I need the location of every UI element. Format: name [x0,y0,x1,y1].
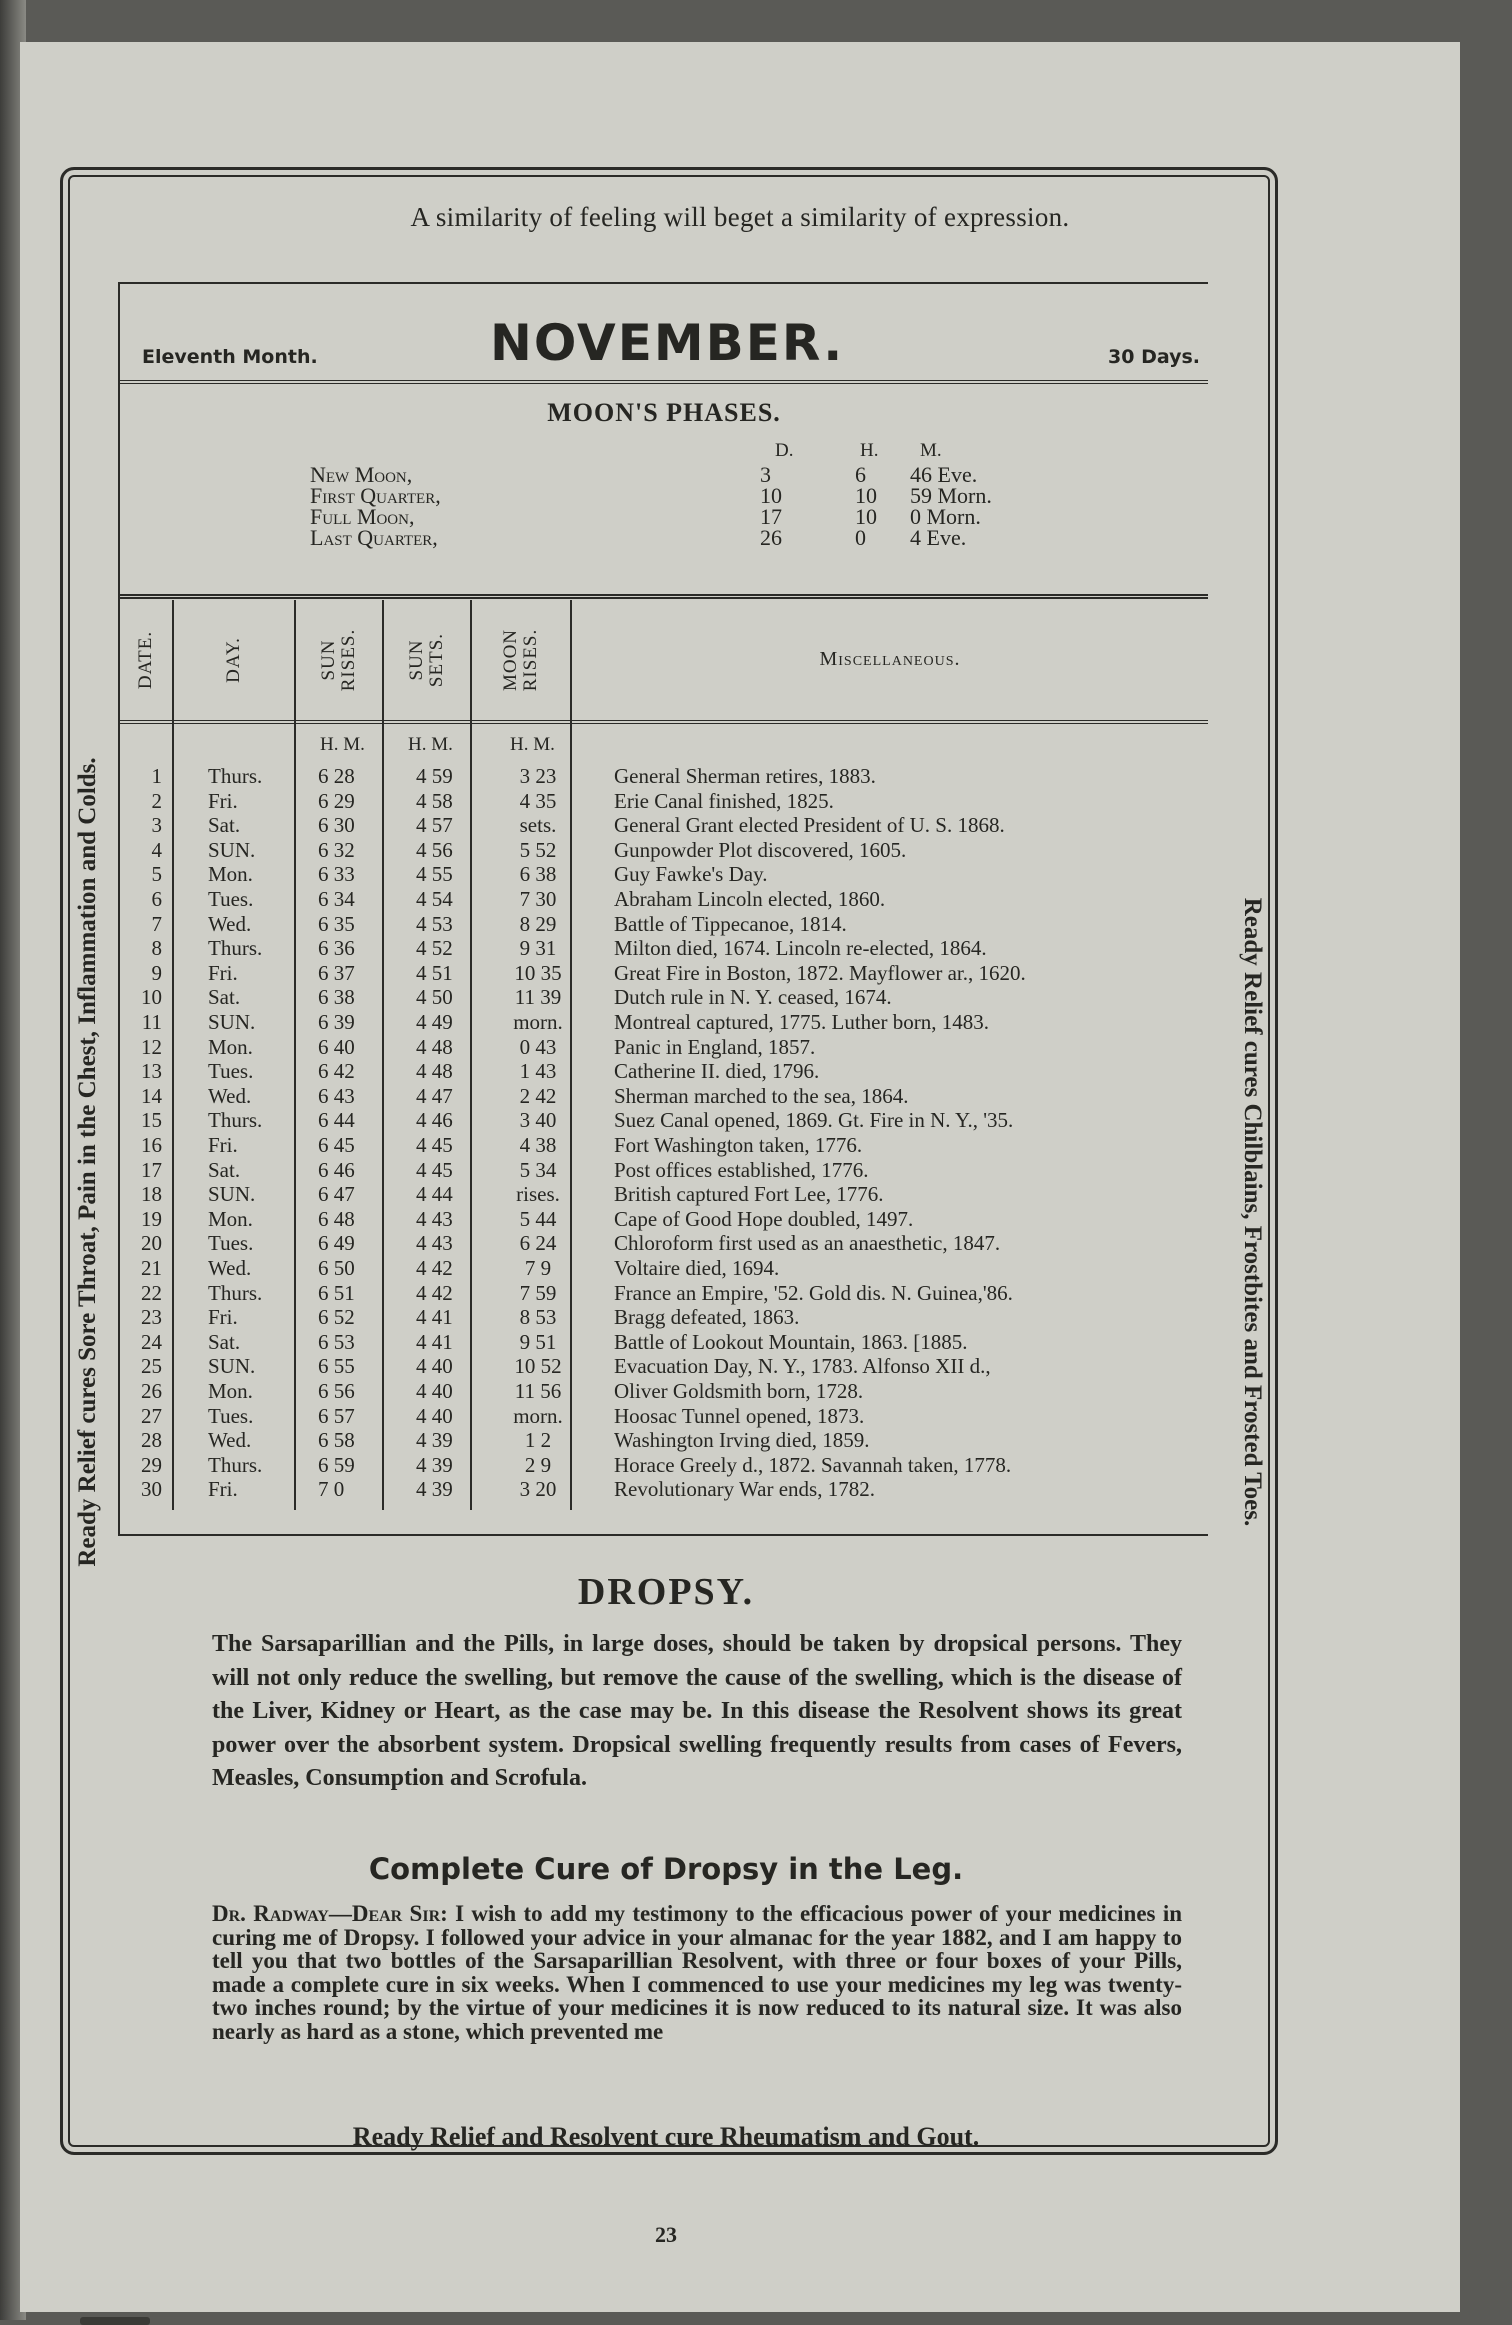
day-date: 26 [141,1379,162,1403]
dropsy-title: DROPSY. [577,1571,755,1613]
day-date: 27 [141,1403,162,1428]
dropsy-paragraph: The Sarsaparillian and the Pills, in large doses, should be taken by dropsical persons. They will not only reduce the swelling, but remove the cause of the swelling, which is the disease of the Liver, Kidney or Heart, as the case may be. In this disease the Resolvent shows its great power over the absorbent system. Dropsical swelling frequently results from cases of Fevers, Measles, Consumption and Scrofula. [212,1631,1182,1791]
day-name: Mon. [208,1379,253,1403]
day-name: Wed. [208,1083,252,1108]
moon-rise-time: 5 44 [519,1206,557,1231]
sun-rise-time: 6 32 [318,837,355,862]
misc-event: Guy Fawke's Day. [614,862,768,887]
misc-event: Revolutionary War ends, 1782. [614,1477,875,1502]
day-name: Tues. [208,887,254,911]
sun-rise-time: 6 52 [318,1305,355,1330]
day-name: Fri. [208,788,238,813]
sun-set-time: 4 55 [416,862,453,887]
moon-rise-time: 9 51 [519,1329,557,1354]
table-row [120,987,1208,1009]
sun-set-time: 4 46 [416,1108,453,1133]
col-head-misc: Miscellaneous. [572,600,1208,724]
moon-rise-time: 1 2 [524,1428,552,1453]
sun-set-time: 4 51 [416,960,453,985]
table-row [120,1307,1208,1329]
table-bottom-rule [120,1534,1208,1536]
day-name: Thurs. [208,1452,263,1477]
page-number: 23 [655,2222,677,2247]
misc-event: Bragg defeated, 1863. [614,1305,800,1330]
day-name: SUN. [208,1010,256,1034]
moon-phase-d: 3 [760,462,771,487]
day-name: Tues. [208,1059,254,1084]
day-name: SUN. [208,1182,256,1207]
moon-col-d: D. [775,440,794,461]
day-date: 29 [141,1452,162,1477]
moon-phase-h: 10 [855,504,877,529]
day-name: Wed. [208,1428,252,1453]
day-date: 12 [141,1034,162,1059]
moon-rise-time: 2 9 [524,1452,552,1477]
day-name: Thurs. [208,1108,263,1133]
table-row [120,1157,1208,1182]
moon-phase-d: 17 [760,504,782,529]
table-row [120,1110,1208,1132]
moon-rise-time: 7 59 [519,1280,557,1305]
bottom-motto: Ready Relief and Resolvent cure Rheumatism and Gout. [352,2122,980,2151]
moon-rise-time: 2 42 [519,1083,557,1108]
day-date: 11 [141,1010,162,1034]
misc-event: Abraham Lincoln elected, 1860. [614,887,886,911]
moon-rise-time: morn. [513,1403,563,1428]
sun-set-time: 4 53 [416,911,453,936]
moon-phase-d: 26 [760,525,782,550]
month-days-count: 30 Days. [1108,346,1200,368]
sun-rise-time: 6 56 [318,1379,355,1403]
sun-set-time: 4 41 [416,1329,453,1354]
moon-phase-name: Full Moon, [310,504,415,529]
day-name: Fri. [208,960,238,985]
sun-rise-time: 6 37 [318,960,355,985]
moon-rise-time: 0 43 [519,1034,557,1059]
month-ordinal: Eleventh Month. [142,346,318,368]
misc-event: Cape of Good Hope doubled, 1497. [614,1206,914,1231]
day-date: 10 [141,985,162,1010]
misc-event: Dutch rule in N. Y. ceased, 1674. [614,985,892,1010]
day-date: 24 [141,1329,162,1354]
sun-set-time: 4 41 [416,1305,453,1330]
sun-rise-time: 6 48 [318,1206,355,1231]
moon-rise-time: 8 53 [519,1305,557,1330]
misc-event: Gunpowder Plot discovered, 1605. [614,837,907,862]
table-row [120,1034,1208,1059]
day-name: Wed. [208,1256,252,1280]
moon-phase-m: 59 Morn. [910,483,992,508]
sun-rise-time: 6 53 [318,1329,355,1354]
day-name: Fri. [208,1305,238,1330]
day-name: Thurs. [208,764,263,788]
sun-rise-time: 7 0 [318,1477,345,1502]
day-date: 1 [151,764,162,788]
table-row [120,1403,1208,1428]
sun-rise-time: 6 49 [318,1231,355,1256]
sun-set-time: 4 40 [416,1403,453,1428]
sun-set-time: 4 48 [416,1059,453,1084]
moon-rise-time: 9 31 [519,936,557,961]
day-name: Sat. [208,985,241,1010]
sun-set-time: 4 48 [416,1034,453,1059]
table-row [120,1206,1208,1231]
sun-rise-time: 6 46 [318,1157,355,1182]
ink-smudge [80,2317,150,2325]
sun-set-time: 4 42 [416,1256,453,1280]
day-name: Tues. [208,1403,254,1428]
sun-set-time: 4 40 [416,1379,453,1403]
table-row [120,911,1208,936]
month-title: NOVEMBER. [490,314,845,372]
col-head-date: DATE. [120,600,174,724]
testimonial-heading: Complete Cure of Dropsy in the Leg. [368,1852,964,1886]
table-row [120,938,1208,960]
side-advert-left: Ready Relief cures Sore Throat, Pain in the Chest, Inflammation and Colds. [74,757,101,1567]
sun-rise-time: 6 40 [318,1034,355,1059]
letter-salutation: Dr. Radway—Dear Sir: [212,1901,448,1926]
table-row [120,1061,1208,1083]
misc-event: Panic in England, 1857. [614,1034,816,1059]
side-advert-right: Ready Relief cures Chilblains, Frostbites and Frosted Toes. [1239,897,1266,1527]
misc-event: Erie Canal finished, 1825. [614,788,834,813]
moon-rise-time: 5 52 [519,837,557,862]
day-date: 28 [141,1428,162,1453]
day-date: 8 [151,936,162,961]
moon-rise-time: 4 35 [519,788,557,813]
moon-phase-row [310,525,438,551]
sun-rise-time: 6 30 [318,813,355,838]
table-row [120,815,1208,837]
misc-event: General Sherman retires, 1883. [614,764,876,788]
day-name: Thurs. [208,1280,263,1305]
table-row [120,1083,1208,1108]
day-date: 14 [141,1083,162,1108]
sun-rise-time: 6 34 [318,887,355,911]
month-header [120,284,1208,384]
sun-set-time: 4 49 [416,1010,453,1034]
sun-rise-time: 6 50 [318,1256,355,1280]
misc-event: France an Empire, '52. Gold dis. N. Guinea,'86. [614,1280,1013,1305]
moon-rise-time: 11 56 [514,1379,562,1403]
day-date: 4 [151,837,162,862]
moon-phase-d: 10 [760,483,782,508]
day-date: 6 [151,887,162,911]
day-date: 18 [141,1182,162,1207]
moon-rise-time: sets. [519,813,557,838]
day-name: SUN. [208,1354,256,1379]
moon-phase-h: 0 [855,525,866,550]
hm-label-rise: H. M. [320,734,365,755]
sun-rise-time: 6 59 [318,1452,355,1477]
misc-event: Hoosac Tunnel opened, 1873. [614,1403,865,1428]
table-row [120,1184,1208,1206]
table-row [120,1233,1208,1255]
table-row [120,766,1208,788]
day-name: Thurs. [208,936,263,961]
moon-col-m: M. [920,440,942,461]
moon-rise-time: 10 35 [514,960,562,985]
moon-rise-time: 7 30 [519,887,557,911]
table-row [120,1356,1208,1378]
misc-event: British captured Fort Lee, 1776. [614,1182,884,1207]
moon-rise-time: 1 43 [519,1059,557,1084]
table-row [120,1258,1208,1280]
sun-rise-time: 6 29 [318,788,355,813]
day-name: SUN. [208,837,256,862]
moon-col-h: H. [860,440,879,461]
day-name: Fri. [208,1477,238,1502]
moon-rise-time: 3 23 [519,764,557,788]
table-row [120,864,1208,886]
sun-rise-time: 6 51 [318,1280,355,1305]
sun-rise-time: 6 38 [318,985,355,1010]
misc-event: Post offices established, 1776. [614,1157,869,1182]
day-date: 15 [141,1108,162,1133]
sun-rise-time: 6 35 [318,911,355,936]
misc-event: Suez Canal opened, 1869. Gt. Fire in N. Y., '35. [614,1108,1014,1133]
moon-phase-h: 6 [855,462,866,487]
misc-event: Horace Greely d., 1872. Savannah taken, 1778. [614,1452,1012,1477]
day-date: 20 [141,1231,162,1256]
day-name: Sat. [208,1329,241,1354]
sun-rise-time: 6 44 [318,1108,355,1133]
table-row [120,1452,1208,1477]
day-name: Fri. [208,1133,238,1157]
misc-event: Voltaire died, 1694. [614,1256,780,1280]
sun-set-time: 4 43 [416,1206,453,1231]
sun-set-time: 4 52 [416,936,453,961]
sun-set-time: 4 59 [416,764,453,788]
moon-phases-title: MOON'S PHASES. [547,398,781,427]
sun-rise-time: 6 43 [318,1083,355,1108]
day-date: 13 [141,1059,162,1084]
sun-rise-time: 6 45 [318,1133,355,1157]
moon-rise-time: 6 38 [519,862,557,887]
sun-set-time: 4 50 [416,985,453,1010]
table-row [120,960,1208,985]
moon-rise-time: 3 20 [519,1477,557,1502]
moon-rise-time: 11 39 [514,985,562,1010]
day-date: 23 [141,1305,162,1330]
sun-set-time: 4 54 [416,887,453,911]
day-name: Mon. [208,1034,253,1059]
day-name: Mon. [208,1206,253,1231]
moon-rise-time: rises. [516,1182,560,1207]
misc-event: Montreal captured, 1775. Luther born, 1483. [614,1010,989,1034]
letter-body: I wish to add my testimony to the efficacious power of your medicines in curing me of Dropsy. I followed your advice in your almanac for the year 1882, and I am happy to tell you that two bottles of the Sarsaparillian Resolvent, with three or four boxes of your Pills, made a complete cure in six weeks. When I commenced to use your medicines my leg was twenty-two inches round; by the virtue of your medicines it is now reduced to its natural size. It was also nearly as hard as a stone, which prevented me [212,1901,1182,2044]
day-date: 9 [151,960,162,985]
day-date: 17 [141,1157,162,1182]
moon-rise-time: 6 24 [519,1231,557,1256]
table-row [120,1012,1208,1034]
day-date: 16 [141,1133,162,1157]
almanac-page [20,42,1460,2312]
sun-rise-time: 6 36 [318,936,355,961]
table-row [120,889,1208,911]
day-date: 5 [151,862,162,887]
day-name: Wed. [208,911,252,936]
table-row [120,1280,1208,1305]
sun-set-time: 4 39 [416,1428,453,1453]
moon-phase-name: First Quarter, [310,483,441,508]
day-date: 19 [141,1206,162,1231]
hm-label-set: H. M. [408,734,453,755]
sun-rise-time: 6 55 [318,1354,355,1379]
moon-rise-time: morn. [513,1010,563,1034]
sun-rise-time: 6 28 [318,764,355,788]
table-row [120,1381,1208,1403]
moon-rise-time: 7 9 [524,1256,552,1280]
moon-phase-m: 0 Morn. [910,504,981,529]
calendar-box [118,282,1208,1536]
day-name: Mon. [208,862,253,887]
misc-event: General Grant elected President of U. S. 1868. [614,813,1005,838]
moon-rise-time: 4 38 [519,1133,557,1157]
sun-set-time: 4 39 [416,1452,453,1477]
testimonial-letter [212,1902,1182,2043]
sun-set-time: 4 40 [416,1354,453,1379]
moon-phase-h: 10 [855,483,877,508]
misc-event: Chloroform first used as an anaesthetic, 1847. [614,1231,1001,1256]
table-row [120,837,1208,862]
sun-set-time: 4 45 [416,1133,453,1157]
sun-set-time: 4 43 [416,1231,453,1256]
sun-rise-time: 6 47 [318,1182,355,1207]
sun-rise-time: 6 42 [318,1059,355,1084]
hm-label-moon: H. M. [510,734,555,755]
col-head-day: DAY. [174,600,296,724]
col-head-moon-rises: MOON RISES. [472,600,572,724]
moon-phases [120,382,1208,599]
sun-set-time: 4 42 [416,1280,453,1305]
misc-event: Catherine II. died, 1796. [614,1059,820,1084]
misc-event: Great Fire in Boston, 1872. Mayflower ar., 1620. [614,960,1026,985]
misc-event: Fort Washington taken, 1776. [614,1133,863,1157]
sun-rise-time: 6 33 [318,862,355,887]
day-date: 30 [141,1477,162,1502]
sun-rise-time: 6 39 [318,1010,355,1034]
misc-event: Sherman marched to the sea, 1864. [614,1083,909,1108]
misc-event: Milton died, 1674. Lincoln re-elected, 1864. [614,936,987,961]
moon-phase-m: 46 Eve. [910,462,978,487]
day-date: 21 [141,1256,162,1280]
sun-set-time: 4 56 [416,837,453,862]
table-row [120,1430,1208,1452]
day-date: 7 [151,911,162,936]
misc-event: Washington Irving died, 1859. [614,1428,870,1453]
moon-rise-time: 8 29 [519,911,557,936]
col-head-sun-rises: SUN RISES. [296,600,384,724]
sun-rise-time: 6 58 [318,1428,355,1453]
sun-set-time: 4 45 [416,1157,453,1182]
moon-rise-time: 5 34 [519,1157,557,1182]
day-date: 25 [141,1354,162,1379]
misc-event: Evacuation Day, N. Y., 1783. Alfonso XII d., [614,1354,991,1379]
day-date: 22 [141,1280,162,1305]
misc-event: Battle of Lookout Mountain, 1863. [1885. [614,1329,968,1354]
moon-rise-time: 10 52 [514,1354,562,1379]
moon-phase-name: Last Quarter, [310,525,438,550]
table-row [120,1135,1208,1157]
misc-event: Battle of Tippecanoe, 1814. [614,911,847,936]
moon-phase-m: 4 Eve. [910,525,967,550]
sun-set-time: 4 44 [416,1182,453,1207]
sun-set-time: 4 57 [416,813,453,838]
day-date: 3 [151,813,162,838]
top-motto: A similarity of feeling will beget a similarity of expression. [410,202,1070,232]
table-row [120,788,1208,813]
col-head-sun-sets: SUN SETS. [384,600,472,724]
sun-set-time: 4 47 [416,1083,453,1108]
day-date: 2 [151,788,162,813]
misc-event: Oliver Goldsmith born, 1728. [614,1379,864,1403]
day-name: Tues. [208,1231,254,1256]
table-row [120,1479,1208,1501]
day-name: Sat. [208,1157,241,1182]
day-name: Sat. [208,813,241,838]
moon-rise-time: 3 40 [519,1108,557,1133]
sun-set-time: 4 39 [416,1477,453,1502]
sun-rise-time: 6 57 [318,1403,355,1428]
table-row [120,1329,1208,1354]
moon-phase-name: New Moon, [310,462,413,487]
sun-set-time: 4 58 [416,788,453,813]
